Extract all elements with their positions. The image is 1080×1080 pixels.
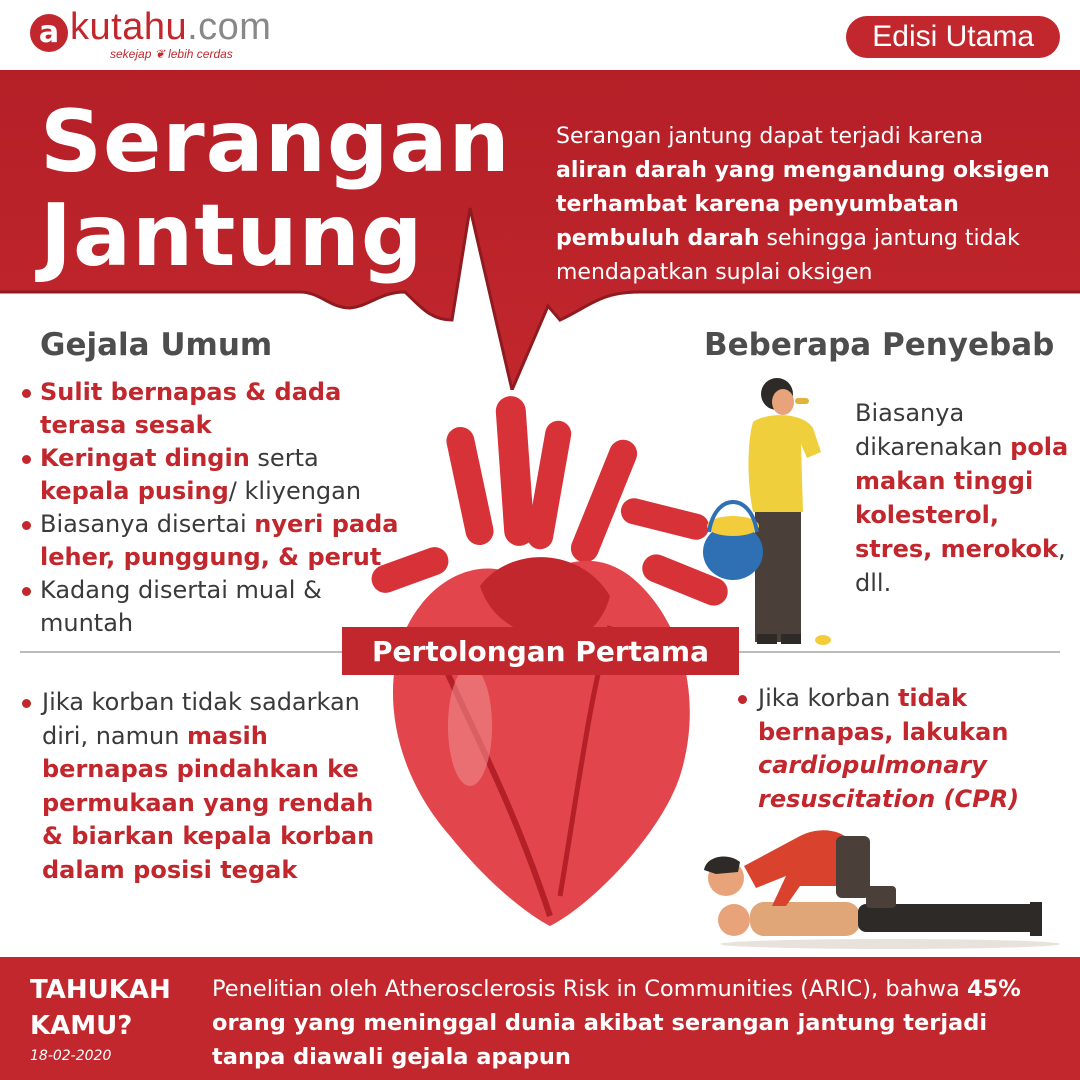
woman-eating-illustration — [695, 372, 845, 652]
symptoms-heading: Gejala Umum — [40, 327, 273, 363]
first-aid-item: Jika korban tidak bernapas, lakukan cardiopulmonary resuscitation (CPR) — [738, 682, 1058, 816]
page-title: Serangan Jantung — [40, 92, 511, 286]
causes-text: Biasanya dikarenakan pola makan tinggi kolesterol, stres, merokok, dll. — [855, 399, 1069, 597]
first-aid-left — [22, 686, 402, 887]
logo-tld: .com — [187, 6, 272, 48]
symptom-item: Kadang disertai mual & muntah — [22, 574, 402, 640]
publish-date: 18-02-2020 — [30, 1048, 112, 1064]
cpr-illustration — [690, 826, 1060, 951]
symptom-item: Biasanya disertai nyeri pada leher, punggung, & perut — [22, 508, 402, 574]
intro-text: Serangan jantung dapat terjadi karena aliran darah yang mengandung oksigen terhambat karena penyumbatan pembuluh darah sehingga jantung tidak mendapatkan suplai oksigen — [556, 124, 1050, 285]
logo-tagline: sekejap ❦ lebih cerdas — [110, 47, 233, 61]
edition-badge: Edisi Utama — [846, 16, 1060, 58]
logo-mark: a — [30, 14, 68, 52]
first-aid-heading: Pertolongan Pertama — [342, 627, 739, 675]
logo-wordmark[interactable] — [70, 6, 271, 49]
symptoms-list — [22, 376, 402, 640]
logo-name: kutahu — [70, 6, 188, 48]
symptom-item: Sulit bernapas & dada terasa sesak — [22, 376, 402, 442]
fact-text: Penelitian oleh Atherosclerosis Risk in Communities (ARIC), bahwa 45% orang yang meninggal dunia akibat serangan jantung terjadi tanpa diawali gejala apapun — [212, 976, 1021, 1070]
fact-heading: TAHUKAH KAMU? — [30, 975, 171, 1041]
symptom-item: Keringat dingin serta kepala pusing/ kliyengan — [22, 442, 402, 508]
first-aid-item: Jika korban tidak sadarkan diri, namun masih bernapas pindahkan ke permukaan yang rendah & biarkan kepala korban dalam posisi tegak — [22, 686, 402, 887]
first-aid-right — [738, 682, 1058, 816]
causes-heading: Beberapa Penyebab — [704, 327, 1055, 363]
